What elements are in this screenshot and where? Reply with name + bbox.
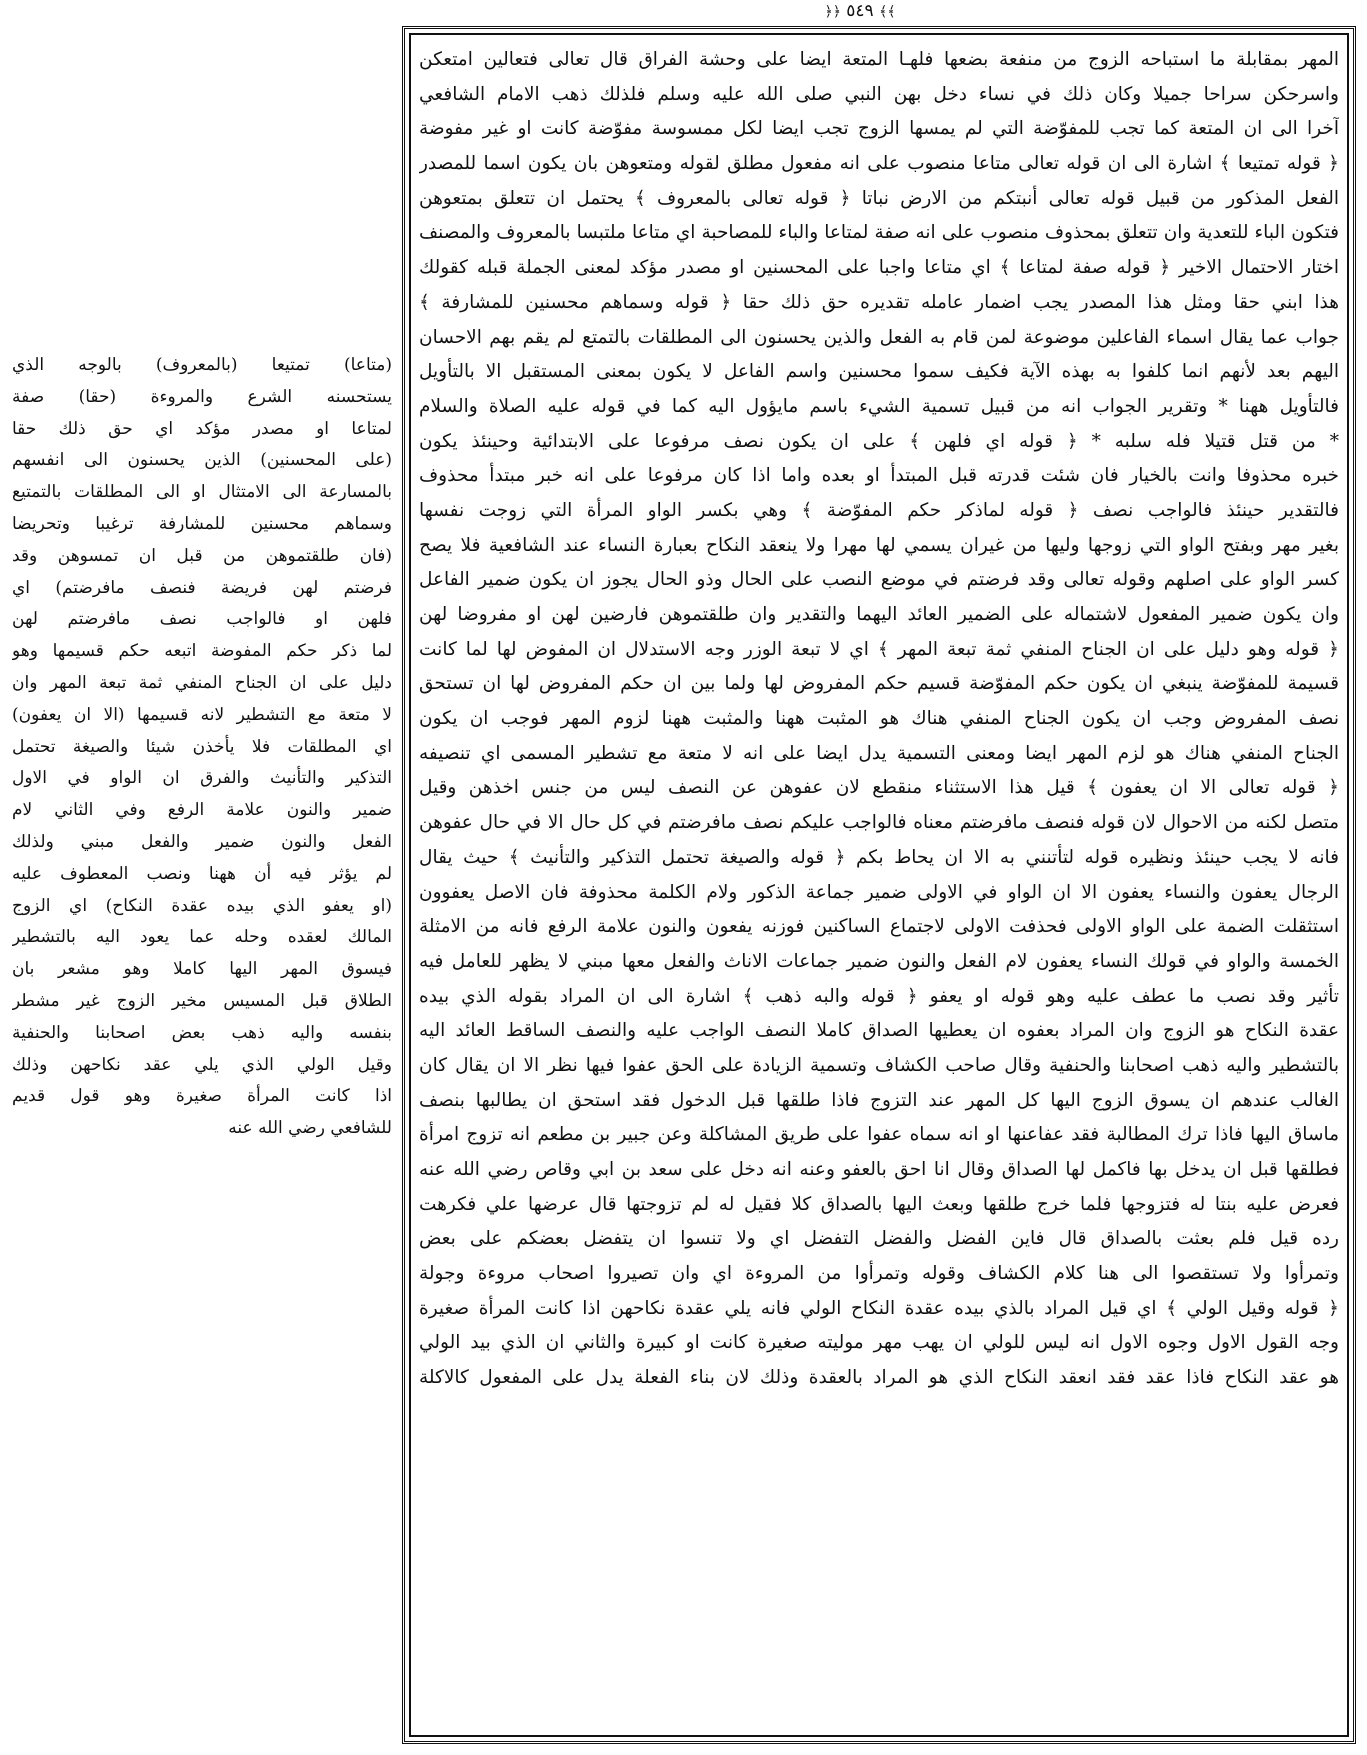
main-text-line: بغير مهر وبفتح الواو التي زوجها وليها من غيران يسمي لها مهرا ولا ينعقد النكاح بعبارة النساء عند الشافعية فلا يصح (419, 534, 1339, 556)
main-text-line: الجناح المنفي هناك هو لزم المهر ايضا ومعنى التسمية يدل ايضا على انه لا متعة مع تشطير المسمى اي تنصيفه (419, 742, 1339, 764)
main-text-line: عقدة النكاح هو الزوج وان المراد بعفوه ان يعطيها الصداق كاملا النصف الواجب عليه والنصف الساقط العائد اليه (419, 1020, 1339, 1042)
margin-text-line: فرضتم لهن فريضة فنصف مافرضتم) اي (12, 577, 392, 598)
margin-text-line: وقيل الولي الذي يلي عقد نكاحهن وذلك (12, 1054, 392, 1075)
main-text-line: فتكون الباء للتعدية وان تتعلق بمحذوف منصوب على انه صفة لمتاعا والباء للمصاحبة اي متاعا ملتبسا بالمعروف والمصنف (419, 222, 1339, 244)
margin-commentary-text (12, 350, 392, 1145)
margin-text-line: (او يعفو الذي بيده عقدة النكاح) اي الزوج (12, 895, 392, 916)
main-text-line: بالتشطير واليه ذهب اصحابنا والحنفية وقال صاحب الكشاف وتسمية الزيادة على الحق عفوا فيها نظر الا ان يقال كان (419, 1054, 1339, 1076)
main-text-line: متصل لكنه من الاحوال لان قوله فنصف مافرضتم معناه فالواجب عليكم نصف مافرضتم في كل حال الا في حال عفوهن (419, 812, 1339, 834)
main-text-line: فطلقها قبل ان يدخل بها فاكمل لها الصداق وقال انا احق بالعفو وعنه انه دخل على سعد بن ابي وقاص رضي الله عنه (419, 1159, 1339, 1180)
main-text-line: ﴿ قوله وقيل الولي ﴾ اي قيل المراد بالذي بيده عقدة النكاح الولي فانه يلي عقدة نكاحهن اذا كانت المرأة صغيرة (419, 1297, 1339, 1319)
margin-text-line: لا متعة مع التشطير لانه قسيمها (الا ان يعفون) (12, 704, 392, 725)
main-text-line: ماساق اليها فاذا ترك المطالبة فقد عفاعنها او انه سماه عفوا على طريق المشاكلة وعن جبير بن مطعم انه تزوج امرأة (419, 1124, 1339, 1146)
main-text-line: نصف المفروض وجب ان يكون الجناح المنفي هناك هو المثبت ههنا والمثبت ههنا لزوم المهر فوجب ان يكون (419, 708, 1339, 730)
main-text-line: فعرض عليه بنتا له فتزوجها فلما خرج طلقها وبعث اليها بالصداق كلا فقيل له لم تزوجتها قال عرضها علي فكرهت (419, 1193, 1339, 1215)
main-text-line: الخمسة والواو في قولك النساء يعفون لام الفعل والنون ضمير جماعات الاناث والفعل معها مبني لا يظهر للعامل فيه (419, 950, 1339, 972)
margin-text-line: (على المحسنين) الذين يحسنون الى انفسهم (12, 450, 392, 471)
main-text-frame (402, 26, 1356, 1744)
main-text-line: اختار الاحتمال الاخير ﴿ قوله صفة لمتاعا ﴾ اي متاعا واجبا على المحسنين او مصدر مؤكد لمعنى الجملة قبله كقولك (419, 257, 1339, 279)
main-text-line: المهر بمقابلة ما استباحه الزوج من منفعة بضعها فلهـا المتعة ايضا على وحشة الفراق قال تعالى فتعالين امتعكن (419, 49, 1339, 70)
main-text-line: ﴿ قوله وهو دليل على ان الجناح المنفي ثمة تبعة المهر ﴾ اي لا تبعة الوزر وجه الاستدلال ان المفوض لها لما كانت (419, 638, 1339, 660)
main-commentary-text (419, 43, 1339, 1396)
margin-text-line: لم يؤثر فيه أن ههنا ونصب المعطوف عليه (12, 863, 392, 884)
main-text-line: وتمرأوا ولا تستقصوا الى هنا كلام الكشاف وقوله وتمرأوا من المروءة اي وان تصيروا اصحاب مروءة وجولة (419, 1263, 1339, 1285)
margin-text-line: فيسوق المهر اليها كاملا وهو مشعر بان (12, 959, 392, 980)
margin-text-line: المالك لعقده وحله عما يعود اليه بالتشطير (12, 927, 392, 948)
main-text-line: آخرا الى ان المتعة كما تجب للمفوّضة التي لم يمسها الزوج تجب ايضا لكل ممسوسة مفوّضة كانت او غير مفوضة (419, 118, 1339, 140)
main-text-line: الغالب عندهم ان يسوق الزوج اليها كل المهر عند التزوج فاذا طلقها قبل الدخول فقد استحق ان يطالبها بنصف (419, 1089, 1339, 1111)
margin-text-line: ضمير والنون علامة الرفع وفي الثاني لام (12, 800, 392, 821)
main-text-line: استثقلت الضمة على الواو الاولى فحذفت الاولى لاجتماع الساكنين فوزنه يفعون والنون علامة الرفع فانه من الامثلة (419, 916, 1339, 938)
main-text-line: فالتأويل ههنا * وتقرير الجواب انه من قبيل تسمية الشيء باسم مايؤول اليه كما في قوله عليه الصلاة والسلام (419, 395, 1339, 417)
main-text-line: هو عقد النكاح فاذا عقد فقد انعقد النكاح الذي هو المراد بالعقدة وذلك لان بناء الفعلة يدل على المفعول كالاكلة (419, 1367, 1339, 1389)
main-text-line: وجه القول الاول وجوه الاول انه ليس للولي ان يهب مهر موليته صغيرة كانت او كبيرة والثاني ان الذي بيد الولي (419, 1332, 1339, 1354)
margin-text-line: الطلاق قبل المسيس مخير الزوج غير مشطر (12, 990, 392, 1011)
margin-text-line: (متاعا) تمتيعا (بالمعروف) بالوجه الذي (12, 355, 392, 375)
margin-text-line: اذا كانت المرأة صغيرة وهو قول قديم (12, 1086, 392, 1107)
margin-text-line: بنفسه واليه ذهب بعض اصحابنا والحنفية (12, 1022, 392, 1043)
ornament-left: ﴿﴿ (824, 4, 841, 20)
main-text-line: كسر الواو على اصلهم وقوله تعالى وقد فرضتم في موضع النصب على الحال وذو الحال يجوز ان يكون ضمير الفاعل (419, 569, 1339, 591)
main-text-line: جواب عما يقال اسماء الفاعلين موضوعة لمن قام به الفعل والذين يحسنون الى المطلقات بالتمتع لم يقم بهم الاحسان (419, 326, 1339, 348)
margin-text-line: دليل على ان الجناح المنفي ثمة تبعة المهر وان (12, 672, 392, 693)
margin-text-line: (فان طلقتموهن من قبل ان تمسوهن وقد (12, 545, 392, 566)
main-text-line: الرجال يعفون والنساء يعفون الا ان الواو في الاولى ضمير جماعة الذكور ولام الكلمة محذوفة فان الاصل يعفوون (419, 881, 1339, 903)
margin-text-line: الفعل والنون ضمير والفعل مبني ولذلك (12, 831, 392, 852)
margin-text-line: لمتاعا او مصدر مؤكد اي حق ذلك حقا (12, 418, 392, 439)
main-text-line: هذا ابني حقا ومثل هذا المصدر يجب اضمار عامله تقديره حق ذلك حقا ﴿ قوله وسماهم محسنين للمشارفة ﴾ (419, 291, 1339, 313)
main-text-line: اليهم بعد لأنهم انما كلفوا به بهذه الآية فكيف سموا محسنين واسم الفاعل لا يكون بمعنى المستقبل الا بالتأويل (419, 361, 1339, 383)
main-text-line: الفعل المذكور من قبيل قوله تعالى أنبتكم من الارض نباتا ﴿ قوله تعالى بالمعروف ﴾ يحتمل ان تتعلق بمتعوهن (419, 187, 1339, 209)
main-text-line: ﴿ قوله تمتيعا ﴾ اشارة الى ان قوله تعالى متاعا منصوب على انه مفعول مطلق لقوله ومتعوهن بان يكون اسما للمصدر (419, 153, 1339, 175)
main-text-line: فالتقدير حينئذ فالواجب نصف ﴿ قوله لماذكر حكم المفوّضة ﴾ وهي بكسر الواو المرأة التي زوجت نفسها (419, 499, 1339, 521)
margin-text-line: فلهن او فالواجب نصف مافرضتم لهن (12, 609, 392, 630)
page-number-value: ٥٤٩ (846, 1, 874, 21)
margin-text-line: لما ذكر حكم المفوضة اتبعه حكم قسيمها وهو (12, 641, 392, 662)
main-text-line: واسرحكن سراحا جميلا وكان ذلك في نساء دخل بهن النبي صلى الله عليه وسلم فلذلك ذهب الامام الشافعي (419, 83, 1339, 105)
margin-text-line: بالمسارعة الى الامتثال او الى المطلقات بالتمتيع (12, 482, 392, 503)
main-text-line: ﴿ قوله تعالى الا ان يعفون ﴾ قيل هذا الاستثناء منقطع لان عفوهن عن النصف ليس من جنس اخذهن وقيل (419, 777, 1339, 799)
margin-text-line: وسماهم محسنين للمشارفة ترغيبا وتحريضا (12, 513, 392, 534)
margin-text-line: التذكير والتأنيث والفرق ان الواو في الاول (12, 768, 392, 789)
main-text-line: خبره محذوفا وانت بالخيار فان شئت قدرته قبل المبتدأ او بعده واما اذا كان مرفوعا على انه خبر مبتدأ محذوف (419, 465, 1339, 487)
page-number (800, 0, 920, 24)
main-text-line: وان يكون ضمير المفعول لاشتماله على الضمير العائد اليهما والتقدير وان طلقتموهن فارضين لهن او مفروضا لهن (419, 604, 1339, 625)
ornament-right: ﴾﴾ (879, 4, 896, 20)
main-text-line: قسيمة للمفوّضة ينبغي ان يكون حكم المفوّضة قسيم حكم المفروض لها ولما بين ان حكم المفروض لها ان تستحق (419, 673, 1339, 695)
margin-text-line: للشافعي رضي الله عنه (228, 1118, 392, 1139)
main-text-line: رده قيل فلم بعثت بالصداق قال فاين الفضل والفضل التفضل اي ولا تنسوا ان يتفضل بعضكم على بعض (419, 1228, 1339, 1250)
margin-text-line: يستحسنه الشرع والمروءة (حقا) صفة (12, 386, 392, 407)
main-text-line: تأثير وقد نصب ما عطف عليه وهو قوله او يعفو ﴿ قوله والبه ذهب ﴾ اشارة الى ان المراد بقوله الذي بيده (419, 985, 1339, 1007)
main-text-line: * من قتل قتيلا فله سلبه * ﴿ قوله اي فلهن ﴾ على ان يكون نصف مرفوعا على الابتدائية وحينئذ يكون (419, 430, 1339, 452)
margin-text-line: اي المطلقات فلا يأخذن شيئا والصيغة تحتمل (12, 736, 392, 757)
main-text-line: فانه لا يجب حينئذ ونظيره قوله لتأتنني به الا ان يحاط بكم ﴿ قوله والصيغة تحتمل التذكير والتأنيث ﴾ حيث يقال (419, 846, 1339, 868)
